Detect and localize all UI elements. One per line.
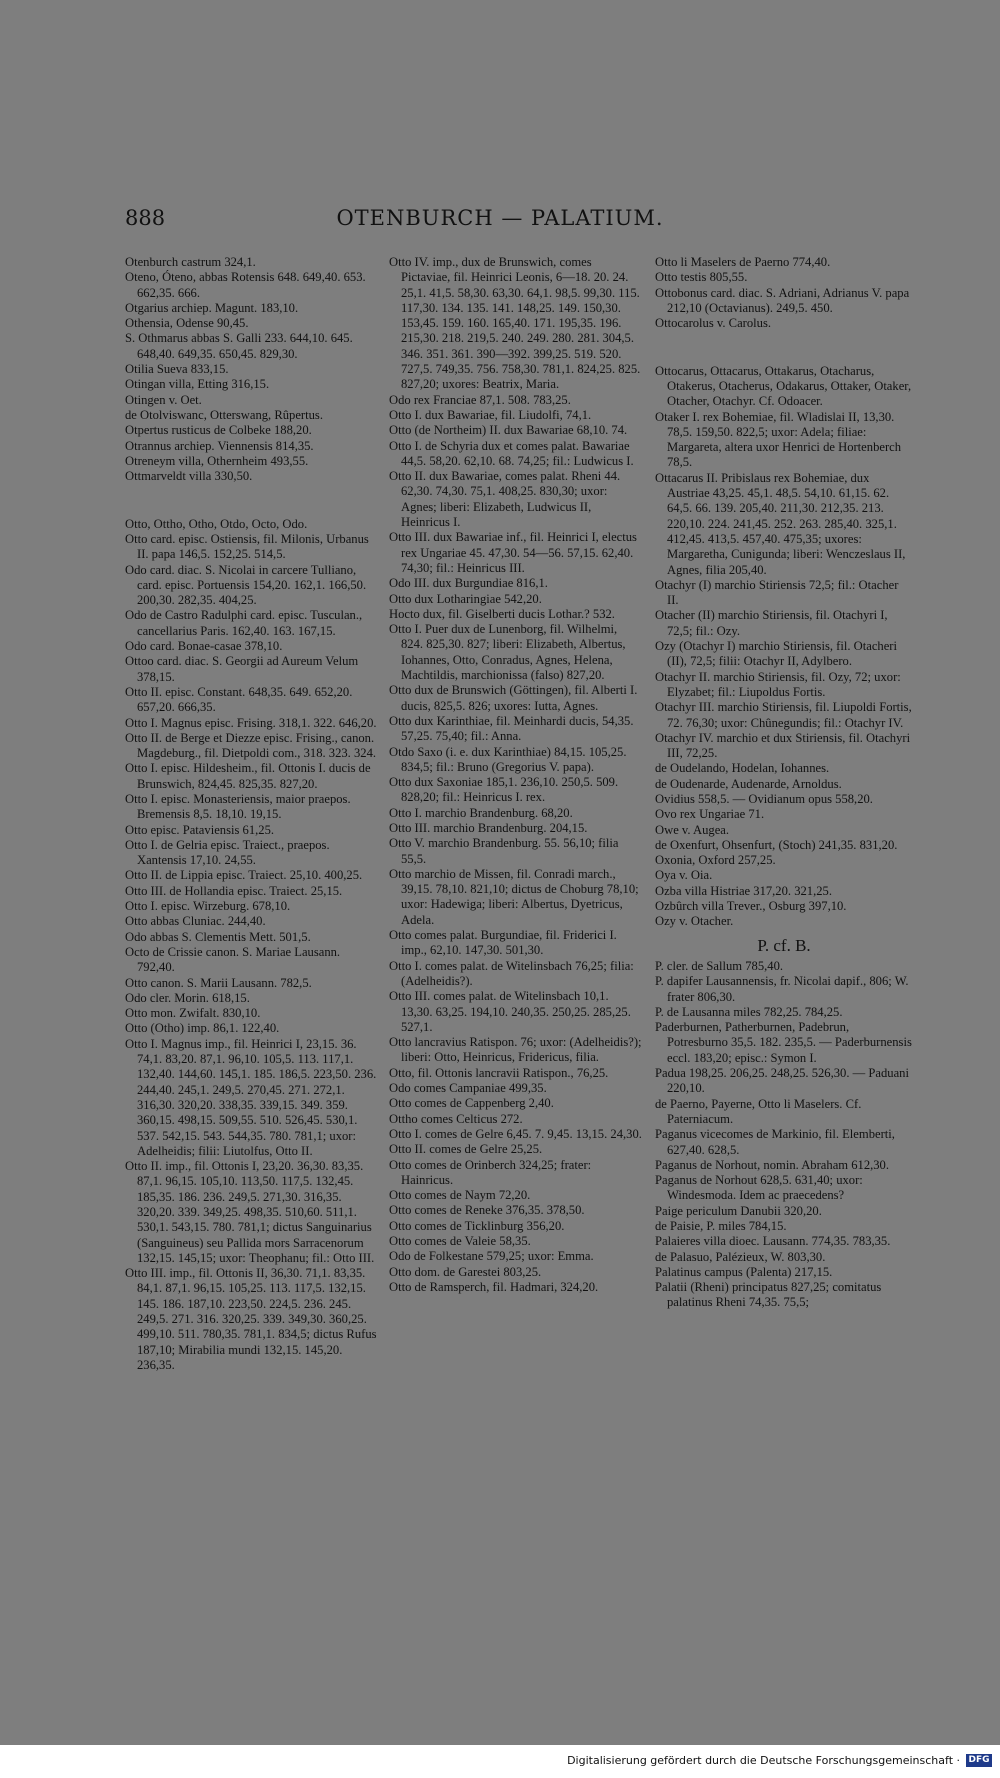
index-entry: Ozy v. Otacher. <box>655 914 734 929</box>
index-entry: Odo card. diac. S. Nicolai in carcere Tulliano, card. episc. Portuensis 154,20. 162,1. 166,50. 200,30. 282,35. 404,25. <box>125 562 367 608</box>
index-entry: Otto I. episc. Monasteriensis, maior praepos. Bremensis 8,5. 18,10. 19,15. <box>125 791 351 822</box>
index-entry: Otto lancravius Ratispon. 76; uxor: (Adelheidis?); liberi: Otto, Heinricus, Fridericus, filia. <box>389 1035 642 1065</box>
index-entry: Palatii (Rheni) principatus 827,25; comitatus palatinus Rheni 74,35. 75,5; <box>655 1280 882 1310</box>
index-entry: de Otolviswanc, Otterswang, Rûpertus. <box>125 407 323 422</box>
index-entry: Odo de Castro Radulphi card. episc. Tusculan., cancellarius Paris. 162,40. 163. 167,15. <box>125 608 363 638</box>
index-entry: Otacher (II) marchio Stiriensis, fil. Otachyri I, 72,5; fil.: Ozy. <box>655 608 888 638</box>
index-entry: Paganus de Norhout 628,5. 631,40; uxor: Windesmoda. Idem ac praecedens? <box>655 1173 863 1203</box>
running-head: OTENBURCH — PALATIUM. <box>336 206 664 230</box>
index-entry: Otto comes de Ticklinburg 356,20. <box>389 1218 565 1233</box>
index-entry: Ottocarus, Ottacarus, Ottakarus, Otacharus, Otakerus, Otacherus, Odakarus, Ottaker, Otaker, Otacher, Otachyr. Cf. Odoacer. <box>655 363 912 409</box>
section-gap <box>655 344 913 351</box>
index-entry: Otto (Otho) imp. 86,1. 122,40. <box>125 1021 280 1036</box>
section-gap <box>125 497 380 504</box>
dfg-logo-icon: DFG <box>966 1754 992 1767</box>
index-entry: Otto, fil. Ottonis lancravii Ratispon., 76,25. <box>389 1065 609 1080</box>
index-entry: Otto I. comes de Gelre 6,45. 7. 9,45. 13,15. 24,30. <box>389 1126 642 1141</box>
index-entry: Otdo Saxo (i. e. dux Karinthiae) 84,15. 105,25. 834,5; fil.: Bruno (Gregorius V. papa). <box>389 744 627 774</box>
section-heading: P. cf. B. <box>757 935 811 955</box>
index-entry: Otto testis 805,55. <box>655 270 748 285</box>
index-entry: Otto comes palat. Burgundiae, fil. Friderici I. imp., 62,10. 147,30. 501,30. <box>389 928 617 958</box>
index-entry: Odo abbas S. Clementis Mett. 501,5. <box>125 929 311 944</box>
index-entry: Octo de Crissie canon. S. Mariae Lausann. 792,40. <box>125 944 341 975</box>
index-entry: Oxonia, Oxford 257,25. <box>655 853 776 868</box>
index-entry: Paige periculum Danubii 320,20. <box>655 1203 822 1218</box>
index-entry: Otgarius archiep. Magunt. 183,10. <box>125 300 299 315</box>
index-entry: Otto I. dux Bawariae, fil. Liudolfi, 74,1. <box>389 407 592 422</box>
index-entry: Otachyr IV. marchio et dux Stiriensis, fil. Otachyri III, 72,25. <box>655 730 911 761</box>
index-entry: Otachyr II. marchio Stiriensis, fil. Ozy, 72; uxor: Elyzabet; fil.: Liupoldus Fortis. <box>655 669 901 699</box>
index-entry: Otto, Ottho, Otho, Otdo, Octo, Odo. <box>125 516 308 531</box>
index-entry: Hocto dux, fil. Giselberti ducis Lothar.? 532. <box>389 606 615 621</box>
index-entry: Otto comes de Cappenberg 2,40. <box>389 1096 554 1111</box>
index-entry: P. cler. de Sallum 785,40. <box>655 958 784 973</box>
index-entry: Otingan villa, Etting 316,15. <box>125 377 270 392</box>
index-entry: Padua 198,25. 206,25. 248,25. 526,30. — Paduani 220,10. <box>655 1066 909 1096</box>
index-entry: de Oudelando, Hodelan, Iohannes. <box>655 761 830 776</box>
index-entry: Otto episc. Pataviensis 61,25. <box>125 822 275 837</box>
index-entry: Otingen v. Oet. <box>125 392 202 407</box>
index-entry: Otenburch castrum 324,1. <box>125 255 256 269</box>
page-header <box>0 206 1000 242</box>
index-entry: Otto comes de Naym 72,20. <box>389 1188 531 1203</box>
index-entry: Otto dux Lotharingiae 542,20. <box>389 591 542 606</box>
index-entry: Ozba villa Histriae 317,20. 321,25. <box>655 883 832 898</box>
index-entry: P. dapifer Lausannensis, fr. Nicolai dapif., 806; W. frater 806,30. <box>655 974 909 1004</box>
index-entry: Otto II. de Berge et Diezze episc. Frising., canon. Magdeburg., fil. Dietpoldi com., 318. 323. 324. <box>125 730 377 761</box>
index-entry: Otto comes de Valeie 58,35. <box>389 1234 531 1248</box>
page-number: 888 <box>125 206 166 230</box>
index-entry: Otto I. de Gelria episc. Traiect., praepos. Xantensis 17,10. 24,55. <box>125 837 330 868</box>
index-entry: Otto I. comes palat. de Witelinsbach 76,25; filia: (Adelheidis?). <box>389 958 634 988</box>
index-entry: Ottocarolus v. Carolus. <box>655 316 772 331</box>
index-entry: Otto I. episc. Hildesheim., fil. Ottonis I. ducis de Brunswich, 824,45. 825,35. 827,20. <box>125 761 371 791</box>
index-entry: de Oudenarde, Audenarde, Arnoldus. <box>655 776 842 791</box>
index-entry: Otto I. Magnus imp., fil. Heinrici I, 23,15. 36. 74,1. 83,20. 87,1. 96,10. 105,5. 113. 117,1. 132,40. 144,60. 145,1. 185. 186,5. 223,50. 236. 244,40. 245,1. 249,5. 270,45. 271. 272,1. 316,30. 320,20. 338,35. 339,15. 349. 359. 360,15. 498,15. 509,55. 510. 526,45. 530,1. 537. 542,15. 543. 544,35. 780. 781,1; uxor: Adelheidis; filii: Liutolfus, Otto II. <box>125 1036 377 1158</box>
index-entry: Otilia Sueva 833,15. <box>125 362 229 377</box>
index-entry: Odo cler. Morin. 618,15. <box>125 990 250 1005</box>
index-entry: Ozy (Otachyr I) marchio Stiriensis, fil. Otacheri (II), 72,5; filii: Otachyr II, Adylbero. <box>655 639 897 669</box>
index-entry: Otto I. Magnus episc. Frising. 318,1. 322. 646,20. <box>125 715 377 730</box>
index-entry: Otto canon. S. Marii Lausann. 782,5. <box>125 975 312 990</box>
index-entry: de Palasuo, Palézieux, W. 803,30. <box>655 1249 826 1264</box>
index-entry: Ottacarus II. Pribislaus rex Bohemiae, dux Austriae 43,25. 45,1. 48,5. 54,10. 61,15. 62. 64,5. 66. 139. 205,40. 211,30. 212,35. 213. 220,10. 224. 241,45. 252. 263. 285,40. 325,1. 412,45. 413,5. 457,40. 475,35; uxores: Margaretha, Cunigunda; liberi: Wenczeslaus II, Agnes, filia 205,40. <box>655 470 906 577</box>
index-entry: Otto card. episc. Ostiensis, fil. Milonis, Urbanus II. papa 146,5. 152,25. 514,5. <box>125 531 369 562</box>
index-entry: Ottobonus card. diac. S. Adriani, Adrianus V. papa 212,10 (Octavianus). 249,5. 450. <box>655 285 910 315</box>
index-entry: Otto II. dux Bawariae, comes palat. Rheni 44. 62,30. 74,30. 75,1. 408,25. 830,30; uxor: Agnes; liberi: Elizabeth, Ludwicus II, Heinricus I. <box>389 469 621 530</box>
index-entry: Otto III. de Hollandia episc. Traiect. 25,15. <box>125 883 343 898</box>
index-entry: Otto IV. imp., dux de Brunswich, comes Pictaviae, fil. Heinrici Leonis, 6—18. 20. 24. 25,1. 41,5. 58,30. 63,30. 64,1. 98,5. 99,30. 115. 117,30. 134. 135. 141. 148,25. 149. 150,30. 153,45. 159. 160. 165,40. 171. 195,35. 196. 215,30. 218. 219,5. 240. 249. 280. 281. 304,5. 346. 351. 361. 390—392. 399,25. 519. 520. 727,5. 749,35. 756. 758,30. 781,1. 824,25. 825. 827,20; uxores: Beatrix, Maria. <box>389 255 641 392</box>
index-entry: Odo comes Campaniae 499,35. <box>389 1081 547 1096</box>
index-entry: Otto de Ramsperch, fil. Hadmari, 324,20. <box>389 1279 599 1294</box>
index-entry: Ovidius 558,5. — Ovidianum opus 558,20. <box>655 791 873 806</box>
index-entry: de Paisie, P. miles 784,15. <box>655 1219 787 1233</box>
index-entry: Odo card. Bonae-casae 378,10. <box>125 639 283 654</box>
index-entry: Palatinus campus (Palenta) 217,15. <box>655 1264 833 1279</box>
index-entry: Otrannus archiep. Viennensis 814,35. <box>125 438 314 453</box>
index-entry: Otto III. dux Bawariae inf., fil. Heinrici I, electus rex Ungariae 45. 47,30. 54—56. 57,15. 62,40. 74,30; fil.: Heinricus III. <box>389 530 637 575</box>
index-entry: Othensia, Odense 90,45. <box>125 316 249 331</box>
index-column-3 <box>655 255 913 1311</box>
index-entry: Otto I. episc. Wirzeburg. 678,10. <box>125 899 291 914</box>
index-entry: Otreneym villa, Othernheim 493,55. <box>125 453 309 468</box>
index-entry: P. de Lausanna miles 782,25. 784,25. <box>655 1004 843 1019</box>
index-entry: Ottmarveldt villa 330,50. <box>125 469 253 484</box>
index-entry: Paganus vicecomes de Markinio, fil. Elemberti, 627,40. 628,5. <box>655 1127 895 1157</box>
index-entry: Otpertus rusticus de Colbeke 188,20. <box>125 423 312 438</box>
index-entry: Otto II. episc. Constant. 648,35. 649. 652,20. 657,20. 666,35. <box>125 684 353 715</box>
index-entry: Paderburnen, Patherburnen, Padebrun, Potresburno 35,5. 182. 235,5. — Paderburnensis eccl. 183,20; episc.: Symon I. <box>655 1020 912 1065</box>
index-entry: Odo III. dux Burgundiae 816,1. <box>389 576 548 591</box>
index-entry: Odo rex Franciae 87,1. 508. 783,25. <box>389 392 571 407</box>
index-entry: S. Othmarus abbas S. Galli 233. 644,10. 645. 648,40. 649,35. 650,45. 829,30. <box>125 331 353 361</box>
funding-note: Digitalisierung gefördert durch die Deutsche Forschungsgemeinschaft · <box>567 1754 960 1767</box>
index-entry: Otto I. Puer dux de Lunenborg, fil. Wilhelmi, 824. 825,30. 827; liberi: Elizabeth, Albertus, Iohannes, Otto, Conradus, Agnes, Helena, Machtildis, marchionissa (falso) 827,20. <box>389 622 626 683</box>
index-column-1 <box>125 255 380 1373</box>
index-entry: Ovo rex Ungariae 71. <box>655 807 765 822</box>
index-entry: Ozbûrch villa Trever., Osburg 397,10. <box>655 899 847 914</box>
index-entry: Palaieres villa dioec. Lausann. 774,35. 783,35. <box>655 1234 891 1249</box>
index-entry: Otaker I. rex Bohemiae, fil. Wladislai II, 13,30. 78,5. 159,50. 822,5; uxor: Adela; filiae: Margareta, altera uxor Henrici de Hortenberch 78,5. <box>655 409 902 470</box>
index-entry: Otachyr III. marchio Stiriensis, fil. Liupoldi Fortis, 72. 76,30; uxor: Chûnegundis; fil.: Otachyr IV. <box>655 700 912 730</box>
footer-bar <box>0 1745 1000 1778</box>
index-entry: Otto II. comes de Gelre 25,25. <box>389 1142 543 1157</box>
index-entry: Otto II. imp., fil. Ottonis I, 23,20. 36,30. 83,35. 87,1. 96,15. 105,10. 113,50. 117,5. 132,45. 185,35. 186. 236. 249,5. 271,30. 316,35. 320,20. 339. 349,25. 498,35. 510,60. 511,1. 530,1. 543,15. 780. 781,1; dictus Sanguinarius (Sanguineus) seu Pallida mors Sarracenorum 132,15. 145,15; uxor: Theophanu; fil.: Otto III. <box>125 1159 375 1265</box>
index-entry: Otto dom. de Garestei 803,25. <box>389 1264 542 1279</box>
index-entry: Otachyr (I) marchio Stiriensis 72,5; fil.: Otacher II. <box>655 577 899 608</box>
index-entry: Otto dux Karinthiae, fil. Meinhardi ducis, 54,35. 57,25. 75,40; fil.: Anna. <box>389 713 634 744</box>
index-entry: de Paerno, Payerne, Otto li Maselers. Cf. Paterniacum. <box>655 1096 862 1126</box>
index-entry: Otto dux Saxoniae 185,1. 236,10. 250,5. 509. 828,20; fil.: Heinricus I. rex. <box>389 775 619 805</box>
index-entry: Otto V. marchio Brandenburg. 55. 56,10; filia 55,5. <box>389 836 619 866</box>
index-entry: de Oxenfurt, Ohsenfurt, (Stoch) 241,35. 831,20. <box>655 837 898 852</box>
index-entry: Otto comes de Orinberch 324,25; frater: Hainricus. <box>389 1157 592 1187</box>
index-entry: Oya v. Oia. <box>655 868 713 883</box>
index-entry: Paganus de Norhout, nomin. Abraham 612,30. <box>655 1157 890 1172</box>
index-entry: Odo de Folkestane 579,25; uxor: Emma. <box>389 1249 594 1264</box>
index-entry: Otto III. marchio Brandenburg. 204,15. <box>389 820 588 835</box>
index-entry: Owe v. Augea. <box>655 822 730 837</box>
index-entry: Otto II. de Lippia episc. Traiect. 25,10. 400,25. <box>125 868 363 883</box>
index-entry: Otto III. imp., fil. Ottonis II, 36,30. 71,1. 83,35. 84,1. 87,1. 96,15. 105,25. 113. 117,5. 132,15. 145. 186. 187,10. 223,50. 224,5. 236. 245. 249,5. 271. 316. 320,25. 339. 349,30. 360,25. 499,10. 511. 780,35. 781,1. 834,5; dictus Rufus 187,10; Mirabilia mundi 132,15. 145,20. 236,35. <box>125 1266 377 1372</box>
index-column-2 <box>389 255 642 1295</box>
index-entry: Otto marchio de Missen, fil. Conradi march., 39,15. 78,10. 821,10; dictus de Choburg 78,10; uxor: Hadewiga; liberi: Albertus, Dyetricus, Adela. <box>389 866 639 927</box>
index-entry: Ottho comes Celticus 272. <box>389 1111 523 1126</box>
index-entry: Otto I. de Schyria dux et comes palat. Bawariae 44,5. 58,20. 62,10. 68. 74,25; fil.: Ludwicus I. <box>389 438 634 468</box>
index-entry: Otto comes de Reneke 376,35. 378,50. <box>389 1203 585 1218</box>
index-entry: Otto III. comes palat. de Witelinsbach 10,1. 13,30. 63,25. 194,10. 240,35. 250,25. 285,25. 527,1. <box>389 989 631 1034</box>
index-entry: Ottoo card. diac. S. Georgii ad Aureum Velum 378,15. <box>125 654 359 684</box>
index-entry: Otto dux de Brunswich (Göttingen), fil. Alberti I. ducis, 825,5. 826; uxores: Iutta, Agnes. <box>389 683 638 713</box>
index-entry: Otto mon. Zwifalt. 830,10. <box>125 1006 261 1021</box>
index-entry: Oteno, Óteno, abbas Rotensis 648. 649,40. 653. 662,35. 666. <box>125 270 366 300</box>
index-entry: Otto abbas Cluniac. 244,40. <box>125 914 266 929</box>
index-entry: Otto I. marchio Brandenburg. 68,20. <box>389 805 573 820</box>
index-entry: Otto (de Northeim) II. dux Bawariae 68,10. 74. <box>389 423 628 438</box>
index-entry: Otto li Maselers de Paerno 774,40. <box>655 255 831 269</box>
